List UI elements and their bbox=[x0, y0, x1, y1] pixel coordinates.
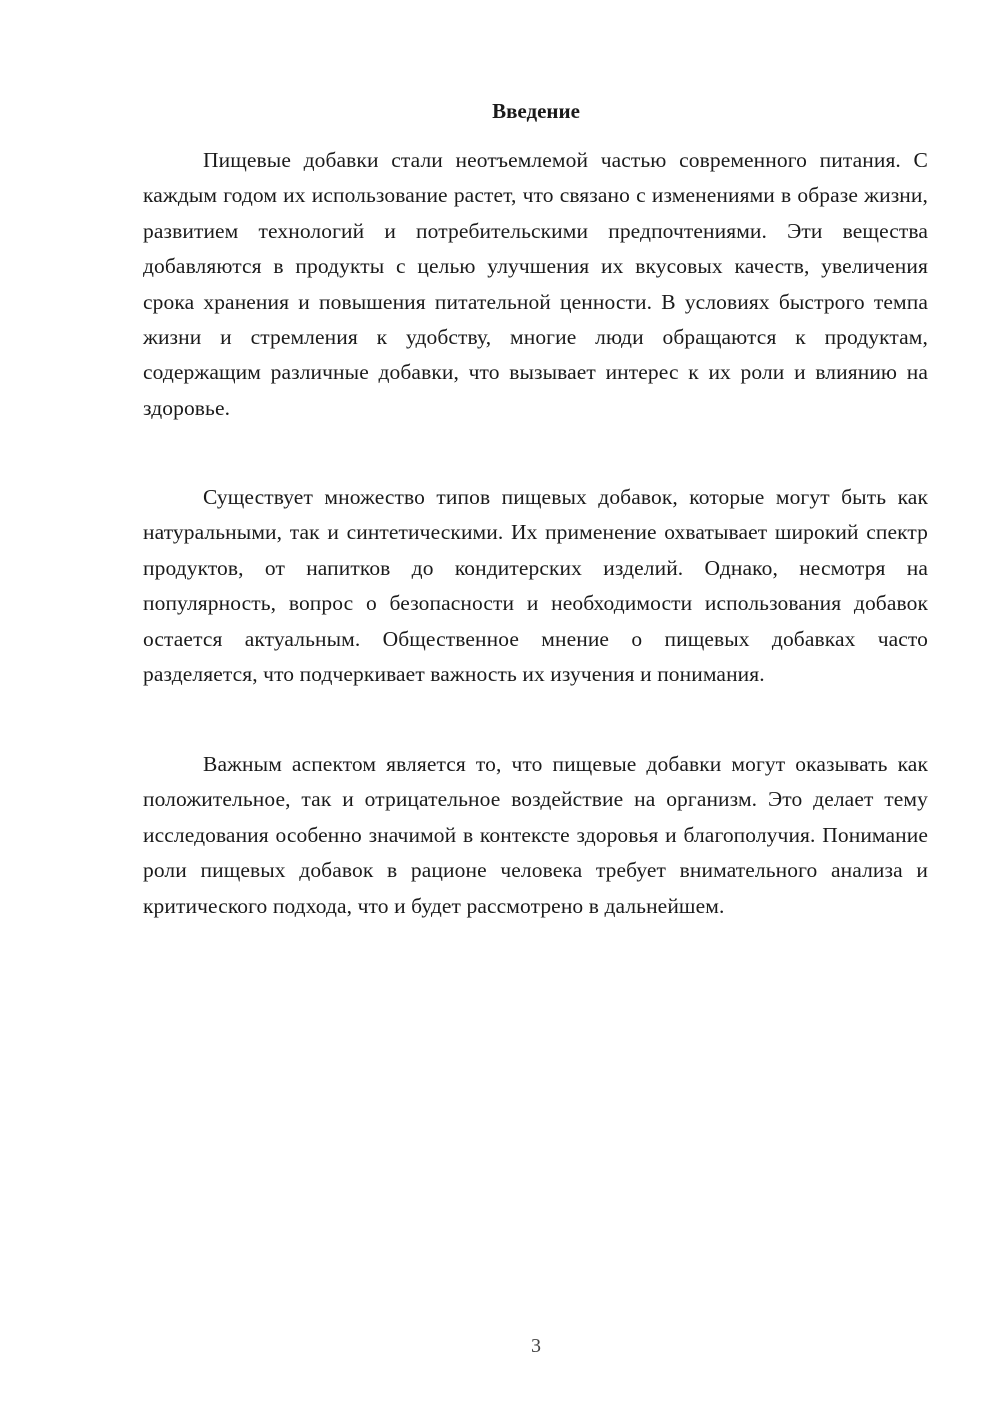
page-number: 3 bbox=[531, 1335, 541, 1357]
section-title: Введение bbox=[492, 99, 580, 123]
paragraph-types: Существует множество типов пищевых добавок, которые могут быть как натуральными, так и синтетическими. Их применение охватывает широкий спектр продуктов, от напитков до кондитерских изделий. Однако, несмотря на популярность, вопрос о безопасности и необходимости использования добавок остается актуальным. Общественное мнение о пищевых добавках часто разделяется, что подчеркивает важность их изучения и понимания. bbox=[143, 485, 928, 687]
paragraph-intro: Пищевые добавки стали неотъемлемой частью современного питания. С каждым годом их использование растет, что связано с изменениями в образе жизни, развитием технологий и потребительскими предпочтениями. Эти вещества добавляются в продукты с целью улучшения их вкусовых качеств, увеличения срока хранения и повышения питательной ценности. В условиях быстрого темпа жизни и стремления к удобству, многие люди обращаются к продуктам, содержащим различные добавки, что вызывает интерес к их роли и влиянию на здоровье. bbox=[143, 148, 928, 420]
paragraph-impact: Важным аспектом является то, что пищевые добавки могут оказывать как положительное, так и отрицательное воздействие на организм. Это делает тему исследования особенно значимой в контексте здоровья и благополучия. Понимание роли пищевых добавок в рационе человека требует внимательного анализа и критического подхода, что и будет рассмотрено в дальнейшем. bbox=[143, 752, 928, 918]
